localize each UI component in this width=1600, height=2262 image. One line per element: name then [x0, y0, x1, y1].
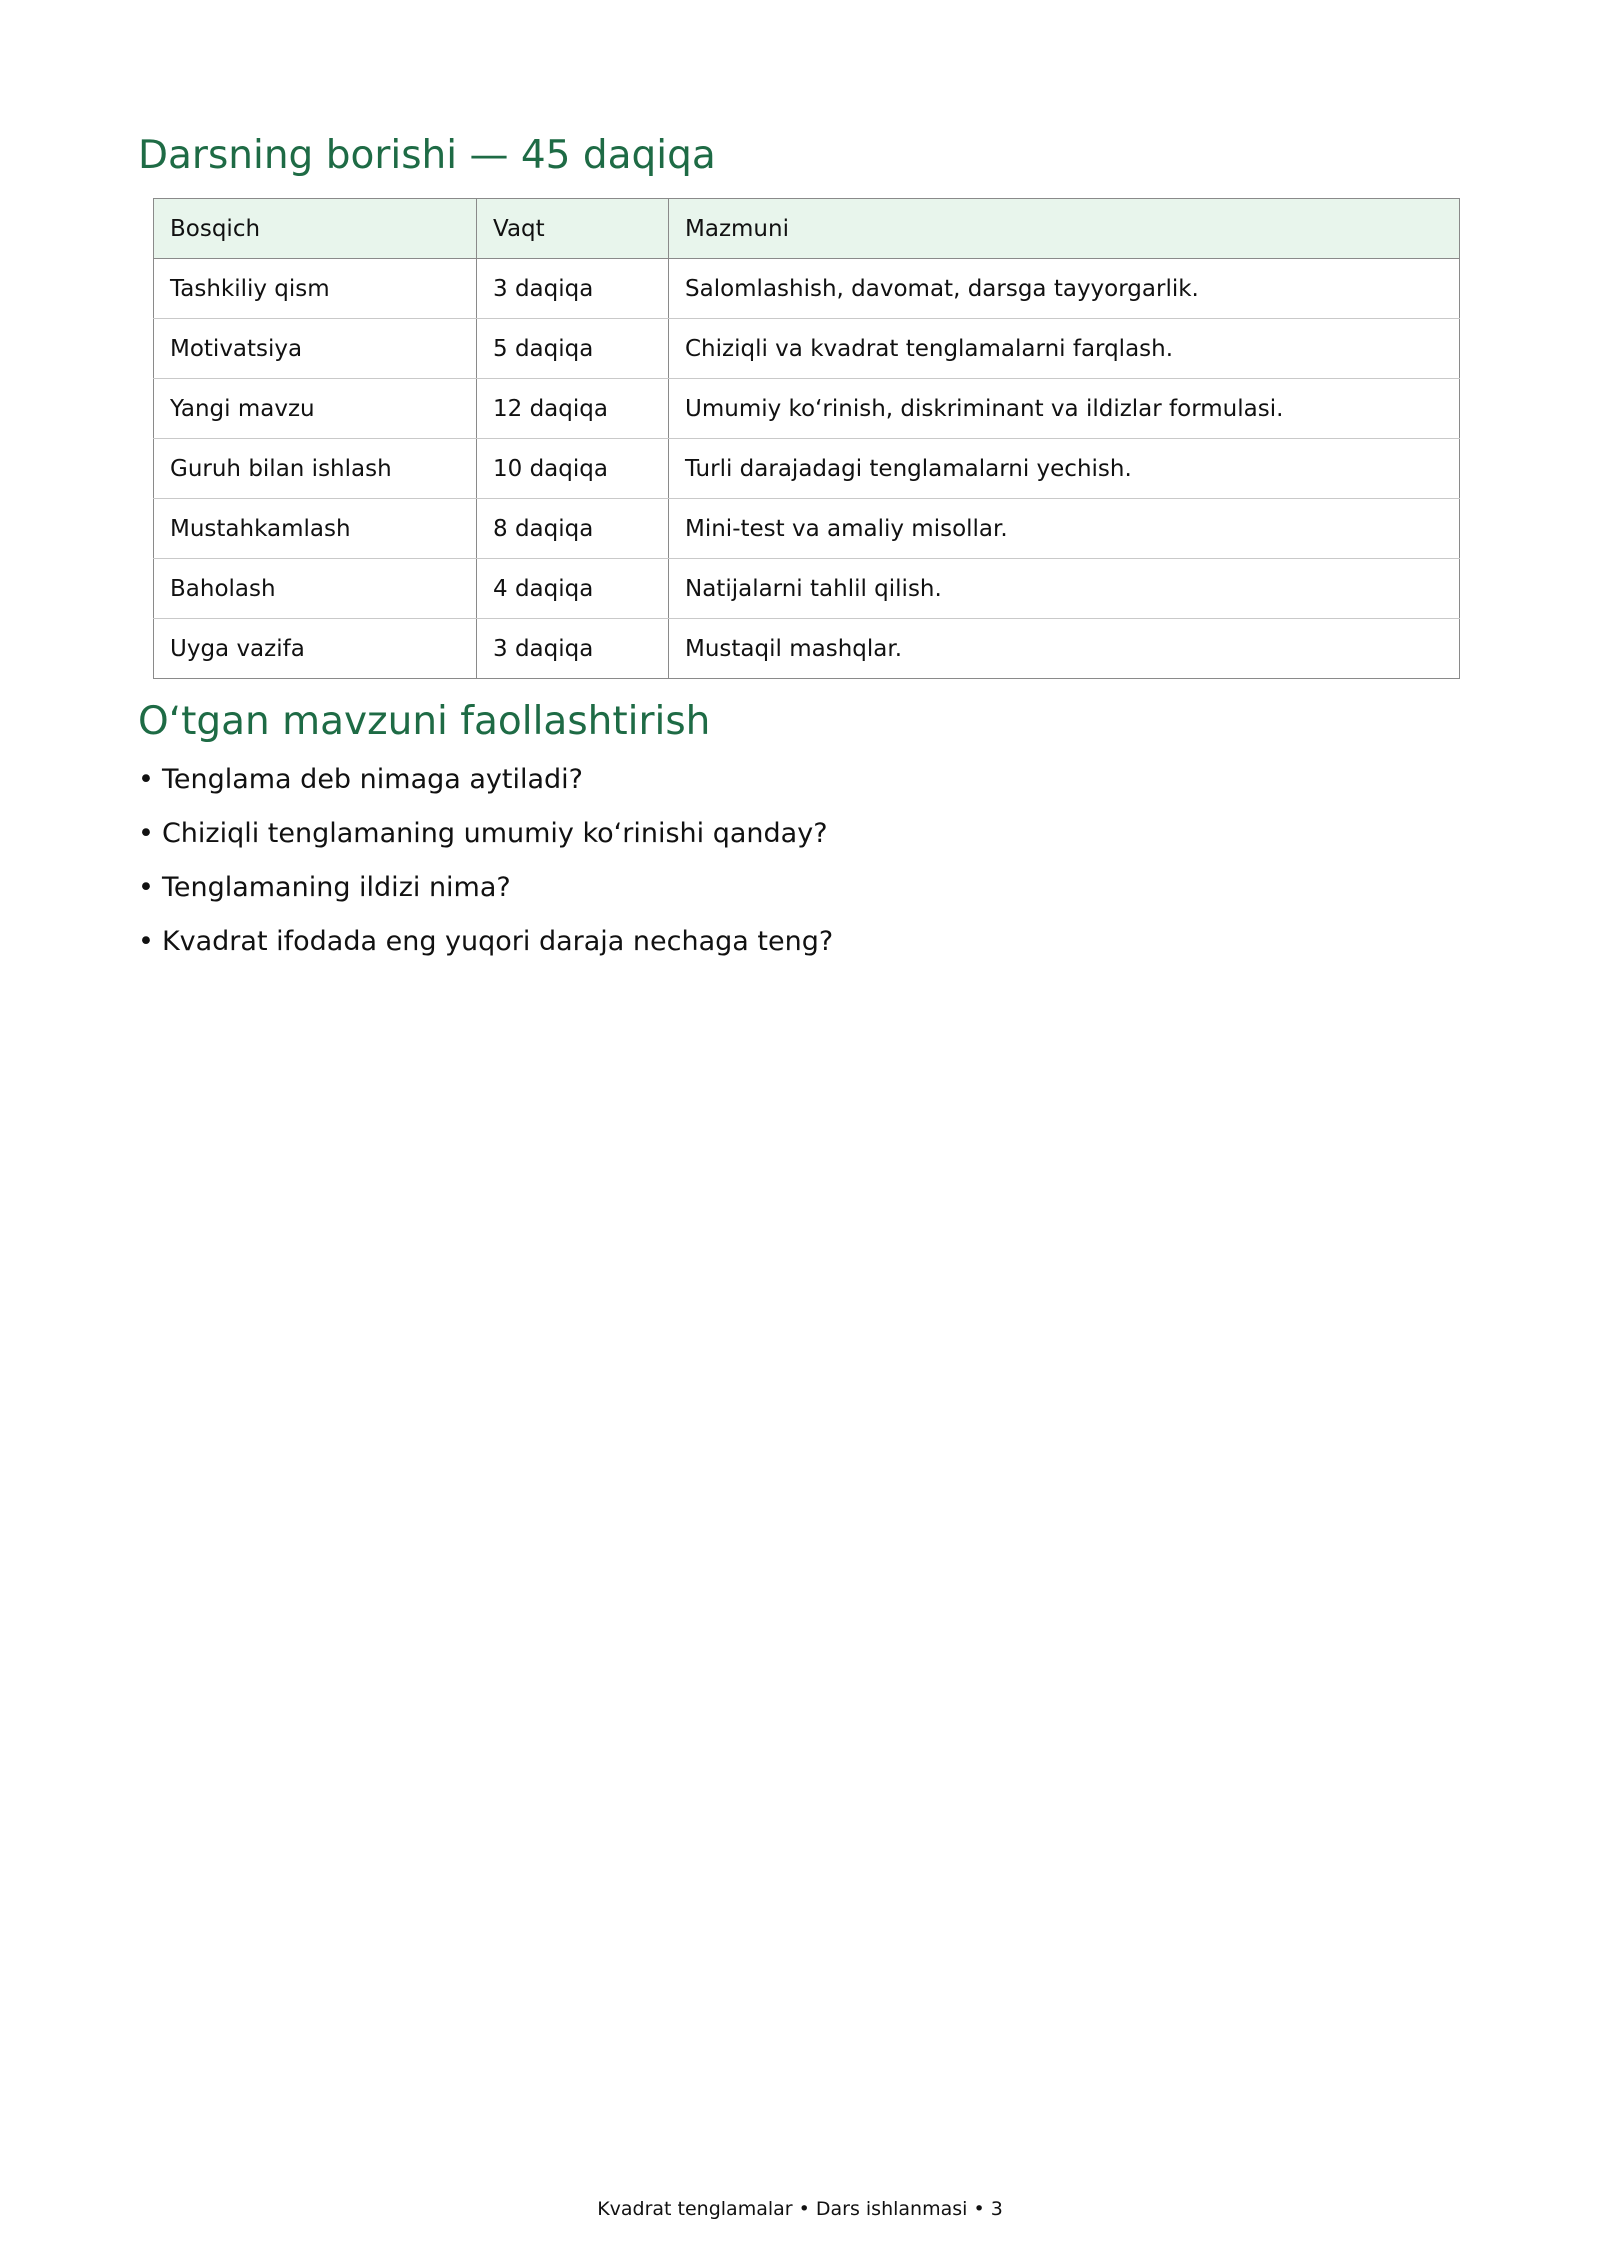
table-row [154, 619, 1460, 679]
bullet-icon: • [138, 818, 154, 849]
lesson-plan-table [153, 198, 1460, 679]
question-text: Tenglama deb nimaga aytiladi? [161, 764, 584, 795]
table-row [154, 379, 1460, 439]
table-row [154, 259, 1460, 319]
cell-content: Turli darajadagi tenglamalarni yechish. [669, 439, 1460, 499]
bullet-icon: • [138, 764, 154, 795]
list-item [138, 924, 833, 978]
column-header-stage: Bosqich [154, 199, 477, 259]
cell-stage: Motivatsiya [154, 319, 477, 379]
cell-stage: Mustahkamlash [154, 499, 477, 559]
question-text: Chiziqli tenglamaning umumiy ko‘rinishi qanday? [161, 818, 828, 849]
cell-content: Natijalarni tahlil qilish. [669, 559, 1460, 619]
table-row [154, 319, 1460, 379]
cell-stage: Baholash [154, 559, 477, 619]
cell-stage: Tashkiliy qism [154, 259, 477, 319]
bullet-icon: • [138, 926, 154, 957]
cell-stage: Guruh bilan ishlash [154, 439, 477, 499]
cell-time: 3 daqiqa [477, 619, 669, 679]
question-text: Tenglamaning ildizi nima? [161, 872, 511, 903]
cell-time: 10 daqiqa [477, 439, 669, 499]
cell-time: 4 daqiqa [477, 559, 669, 619]
question-text: Kvadrat ifodada eng yuqori daraja nechaga teng? [161, 926, 834, 957]
bullet-icon: • [138, 872, 154, 903]
cell-content: Salomlashish, davomat, darsga tayyorgarlik. [669, 259, 1460, 319]
table-header-row [154, 199, 1460, 259]
cell-content: Umumiy ko‘rinish, diskriminant va ildizlar formulasi. [669, 379, 1460, 439]
cell-content: Mini-test va amaliy misollar. [669, 499, 1460, 559]
cell-time: 8 daqiqa [477, 499, 669, 559]
list-item [138, 870, 833, 924]
cell-time: 3 daqiqa [477, 259, 669, 319]
page-footer: Kvadrat tenglamalar • Dars ishlanmasi • 3 [597, 2198, 1003, 2220]
table-row [154, 499, 1460, 559]
section-title-lesson-flow: Darsning borishi — 45 daqiqa [138, 133, 716, 178]
cell-stage: Uyga vazifa [154, 619, 477, 679]
cell-content: Chiziqli va kvadrat tenglamalarni farqlash. [669, 319, 1460, 379]
cell-content: Mustaqil mashqlar. [669, 619, 1460, 679]
section-title-review: O‘tgan mavzuni faollashtirish [138, 699, 711, 744]
table-row [154, 439, 1460, 499]
table-row [154, 559, 1460, 619]
list-item [138, 816, 833, 870]
review-question-list [138, 762, 833, 978]
cell-time: 5 daqiqa [477, 319, 669, 379]
column-header-time: Vaqt [477, 199, 669, 259]
cell-stage: Yangi mavzu [154, 379, 477, 439]
list-item [138, 762, 833, 816]
column-header-content: Mazmuni [669, 199, 1460, 259]
cell-time: 12 daqiqa [477, 379, 669, 439]
